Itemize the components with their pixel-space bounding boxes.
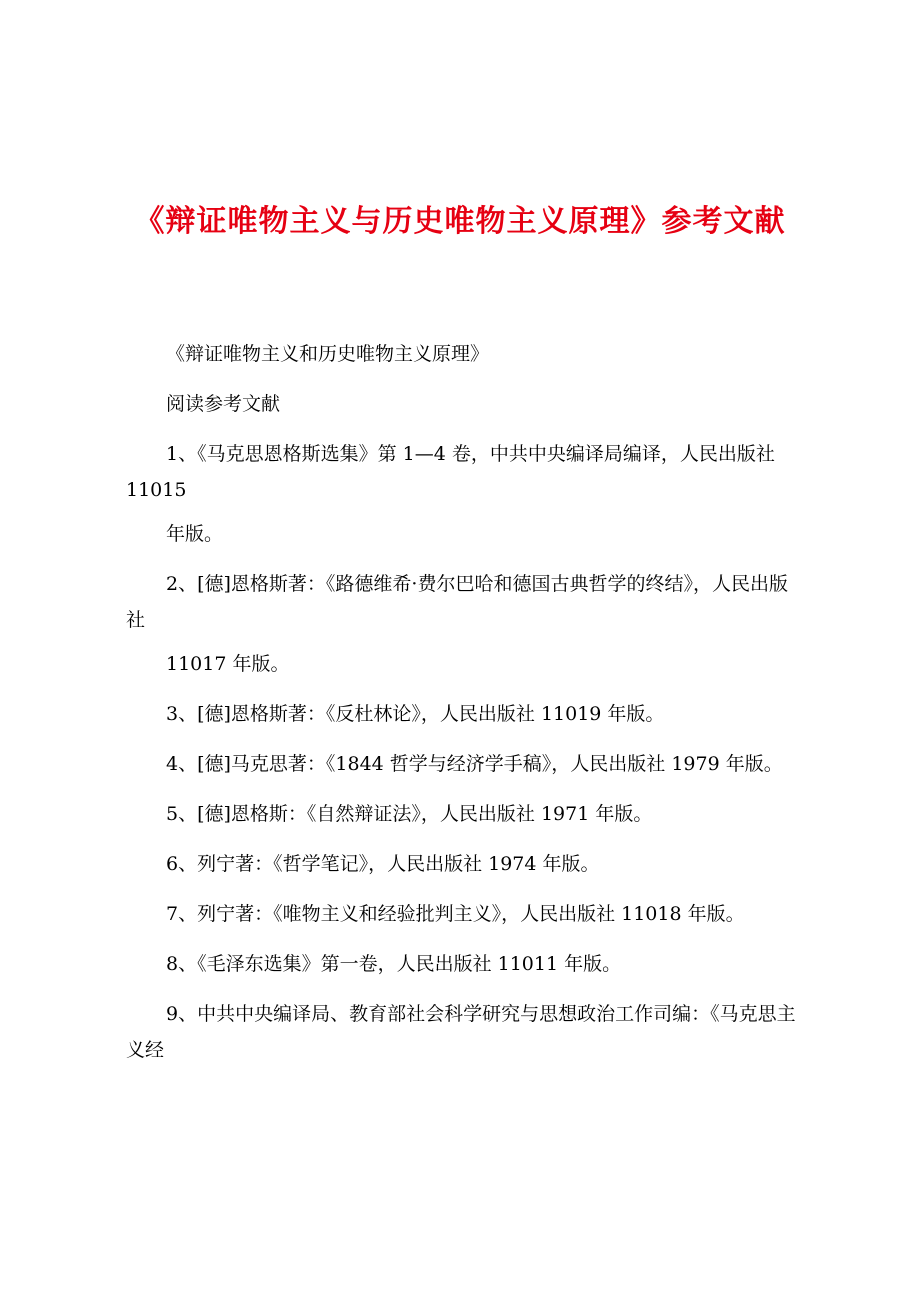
reference-item-1-continued: 年版。	[166, 523, 224, 545]
reference-item-5: 5、[德]恩格斯：《自然辩证法》，人民出版社 1971 年版。	[166, 803, 653, 825]
reference-item-2: 2、[德]恩格斯著：《路德维希·费尔巴哈和德国古典哲学的终结》，人民出版社	[126, 573, 788, 631]
paragraph-subtitle: 《辩证唯物主义和历史唯物主义原理》	[166, 343, 490, 365]
reference-item-9: 9、中共中央编译局、教育部社会科学研究与思想政治工作司编：《马克思主义经	[126, 1003, 796, 1061]
reference-item-4: 4、[德]马克思著：《1844 哲学与经济学手稿》，人民出版社 1979 年版。	[166, 753, 783, 775]
reference-item-7: 7、列宁著：《唯物主义和经验批判主义》，人民出版社 11018 年版。	[166, 903, 745, 925]
paragraph-heading-reading-list: 阅读参考文献	[166, 393, 281, 415]
reference-item-8: 8、《毛泽东选集》第一卷，人民出版社 11011 年版。	[166, 953, 622, 975]
reference-item-3: 3、[德]恩格斯著：《反杜林论》，人民出版社 11019 年版。	[166, 703, 665, 725]
reference-item-1: 1、《马克思恩格斯选集》第 1—4 卷，中共中央编译局编译，人民出版社 11015	[126, 443, 775, 501]
document-body	[126, 336, 806, 1082]
document-title: 《辩证唯物主义与历史唯物主义原理》参考文献	[134, 204, 786, 239]
reference-item-6: 6、列宁著：《哲学笔记》，人民出版社 1974 年版。	[166, 853, 600, 875]
reference-item-2-continued: 11017 年版。	[166, 653, 290, 675]
